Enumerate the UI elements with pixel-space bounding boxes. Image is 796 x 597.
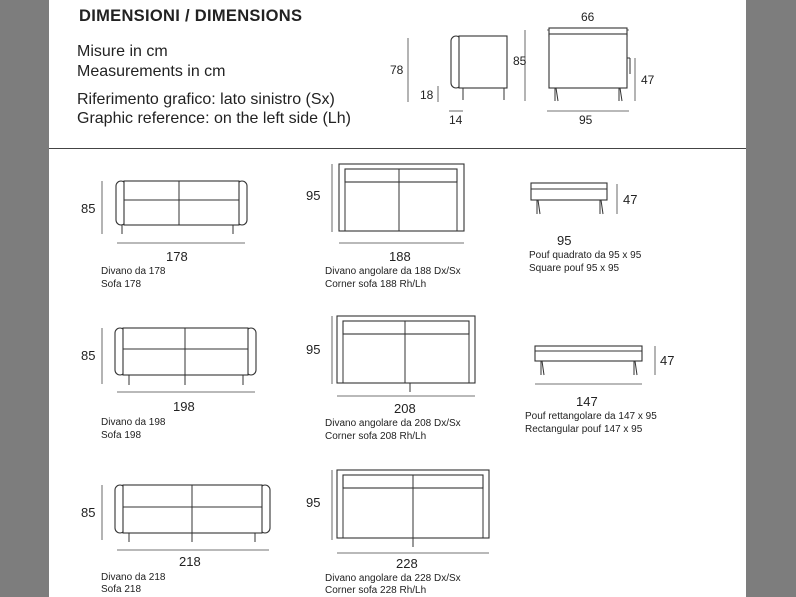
pouf-95-height: 47	[623, 192, 638, 207]
pouf-95-drawing	[531, 183, 617, 214]
reference-it: Riferimento grafico: lato sinistro (Sx)	[77, 91, 335, 108]
sofa-218-width: 218	[179, 554, 201, 569]
pouf-95-caption-it: Pouf quadrato da 95 x 95	[529, 250, 642, 261]
side-depth-label: 95	[579, 113, 593, 127]
dimension-sheet	[49, 0, 746, 597]
sofa-178-caption-it: Divano da 178	[101, 266, 166, 277]
front-arm-label: 14	[449, 113, 463, 127]
corner-188-caption-it: Divano angolare da 188 Dx/Sx	[325, 266, 461, 277]
sofa-198-width: 198	[173, 399, 195, 414]
pouf-147-drawing	[535, 346, 655, 384]
pouf-95-caption-en: Square pouf 95 x 95	[529, 263, 620, 274]
units-en: Measurements in cm	[77, 63, 226, 80]
corner-228-drawing	[332, 470, 489, 553]
reference-en: Graphic reference: on the left side (Lh)	[77, 110, 351, 127]
sofa-198-height: 85	[81, 348, 96, 363]
corner-188-depth: 95	[306, 188, 321, 203]
corner-228-caption-it: Divano angolare da 228 Dx/Sx	[325, 573, 461, 584]
pouf-95-width: 95	[557, 233, 572, 248]
sofa-218-caption-en: Sofa 218	[101, 584, 142, 595]
front-height-label: 78	[390, 63, 404, 77]
sofa-198-caption-it: Divano da 198	[101, 417, 166, 428]
sofa-198-caption-en: Sofa 198	[101, 430, 142, 441]
corner-228-caption-en: Corner sofa 228 Rh/Lh	[325, 585, 427, 596]
sofa-178-caption-en: Sofa 178	[101, 279, 142, 290]
page-title: DIMENSIONI / DIMENSIONS	[79, 7, 303, 25]
side-seat-label: 47	[641, 73, 655, 87]
corner-228-width: 228	[396, 556, 418, 571]
corner-208-caption-it: Divano angolare da 208 Dx/Sx	[325, 418, 461, 429]
sofa-178-height: 85	[81, 201, 96, 216]
pouf-147-caption-it: Pouf rettangolare da 147 x 95	[525, 411, 657, 422]
front-seat-label: 18	[420, 88, 434, 102]
sofa-218-caption-it: Divano da 218	[101, 572, 166, 583]
corner-208-width: 208	[394, 401, 416, 416]
pouf-147-width: 147	[576, 394, 598, 409]
corner-188-drawing	[332, 164, 464, 243]
side-top-label: 66	[581, 10, 595, 24]
corner-188-caption-en: Corner sofa 188 Rh/Lh	[325, 279, 427, 290]
units-it: Misure in cm	[77, 43, 168, 60]
sofa-218-drawing	[102, 485, 270, 550]
corner-208-caption-en: Corner sofa 208 Rh/Lh	[325, 431, 427, 442]
pouf-147-caption-en: Rectangular pouf 147 x 95	[525, 424, 643, 435]
sofa-198-drawing	[102, 328, 256, 392]
corner-188-width: 188	[389, 249, 411, 264]
sofa-218-height: 85	[81, 505, 96, 520]
pouf-147-height: 47	[660, 353, 675, 368]
side-height-label: 85	[513, 54, 527, 68]
sofa-178-width: 178	[166, 249, 188, 264]
profile-side-drawing	[525, 28, 635, 111]
corner-208-depth: 95	[306, 342, 321, 357]
corner-228-depth: 95	[306, 495, 321, 510]
technical-drawings	[49, 0, 746, 597]
sofa-178-drawing	[102, 181, 247, 243]
corner-208-drawing	[332, 316, 475, 396]
